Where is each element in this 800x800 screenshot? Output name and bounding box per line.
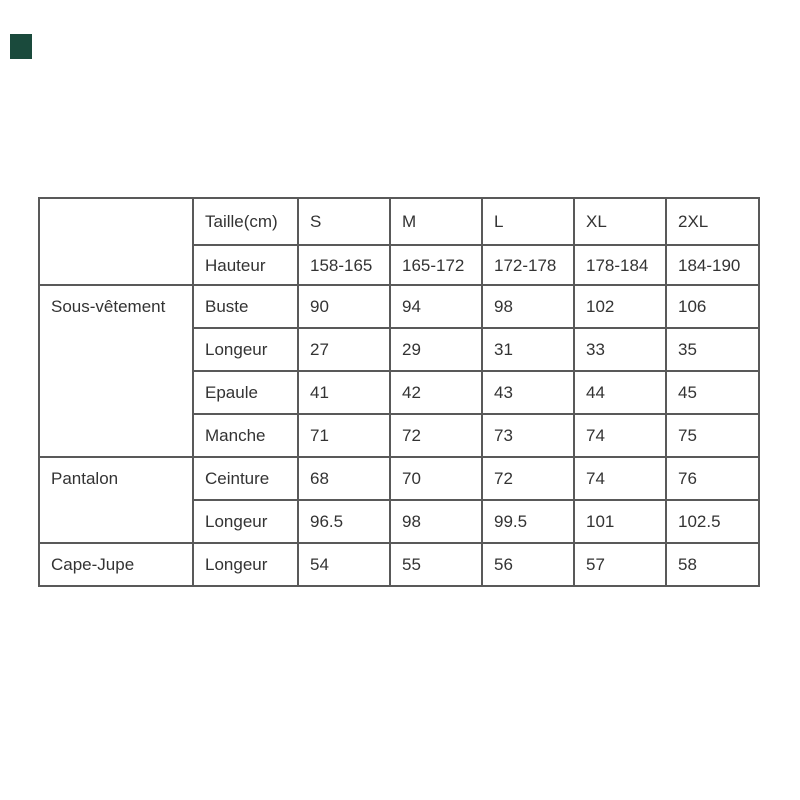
value-cell: 57 (574, 543, 666, 586)
category-cell-cape-jupe: Cape-Jupe (39, 543, 193, 586)
value-cell: 72 (482, 457, 574, 500)
value-cell: 94 (390, 285, 482, 328)
value-cell: 33 (574, 328, 666, 371)
measure-label-cell: Longeur (193, 500, 298, 543)
value-cell: 70 (390, 457, 482, 500)
value-cell: 178-184 (574, 245, 666, 285)
size-header-cell-xl: XL (574, 198, 666, 245)
value-cell: 31 (482, 328, 574, 371)
measure-label-cell: Longeur (193, 328, 298, 371)
value-cell: 27 (298, 328, 390, 371)
value-cell: 74 (574, 414, 666, 457)
value-cell: 158-165 (298, 245, 390, 285)
value-cell: 90 (298, 285, 390, 328)
measure-label-cell: Hauteur (193, 245, 298, 285)
value-cell: 73 (482, 414, 574, 457)
table-row (39, 457, 759, 500)
category-cell-empty (39, 198, 193, 285)
table-row (39, 285, 759, 328)
size-header-cell-m: M (390, 198, 482, 245)
value-cell: 76 (666, 457, 759, 500)
header-label-cell: Taille(cm) (193, 198, 298, 245)
category-cell-sous-vetement: Sous-vêtement (39, 285, 193, 457)
value-cell: 72 (390, 414, 482, 457)
value-cell: 96.5 (298, 500, 390, 543)
value-cell: 29 (390, 328, 482, 371)
value-cell: 98 (390, 500, 482, 543)
category-cell-pantalon: Pantalon (39, 457, 193, 543)
value-cell: 68 (298, 457, 390, 500)
table-row (39, 543, 759, 586)
measure-label-cell: Ceinture (193, 457, 298, 500)
value-cell: 43 (482, 371, 574, 414)
value-cell: 35 (666, 328, 759, 371)
value-cell: 184-190 (666, 245, 759, 285)
value-cell: 75 (666, 414, 759, 457)
value-cell: 56 (482, 543, 574, 586)
value-cell: 44 (574, 371, 666, 414)
value-cell: 45 (666, 371, 759, 414)
value-cell: 172-178 (482, 245, 574, 285)
value-cell: 165-172 (390, 245, 482, 285)
size-header-cell-2xl: 2XL (666, 198, 759, 245)
size-chart-table (38, 197, 760, 587)
value-cell: 54 (298, 543, 390, 586)
measure-label-cell: Manche (193, 414, 298, 457)
value-cell: 41 (298, 371, 390, 414)
corner-marker (10, 34, 32, 59)
value-cell: 106 (666, 285, 759, 328)
value-cell: 71 (298, 414, 390, 457)
value-cell: 101 (574, 500, 666, 543)
value-cell: 58 (666, 543, 759, 586)
size-header-cell-l: L (482, 198, 574, 245)
value-cell: 98 (482, 285, 574, 328)
value-cell: 99.5 (482, 500, 574, 543)
measure-label-cell: Buste (193, 285, 298, 328)
value-cell: 55 (390, 543, 482, 586)
table-row (39, 198, 759, 245)
value-cell: 102 (574, 285, 666, 328)
size-header-cell-s: S (298, 198, 390, 245)
value-cell: 74 (574, 457, 666, 500)
value-cell: 102.5 (666, 500, 759, 543)
value-cell: 42 (390, 371, 482, 414)
measure-label-cell: Epaule (193, 371, 298, 414)
measure-label-cell: Longeur (193, 543, 298, 586)
